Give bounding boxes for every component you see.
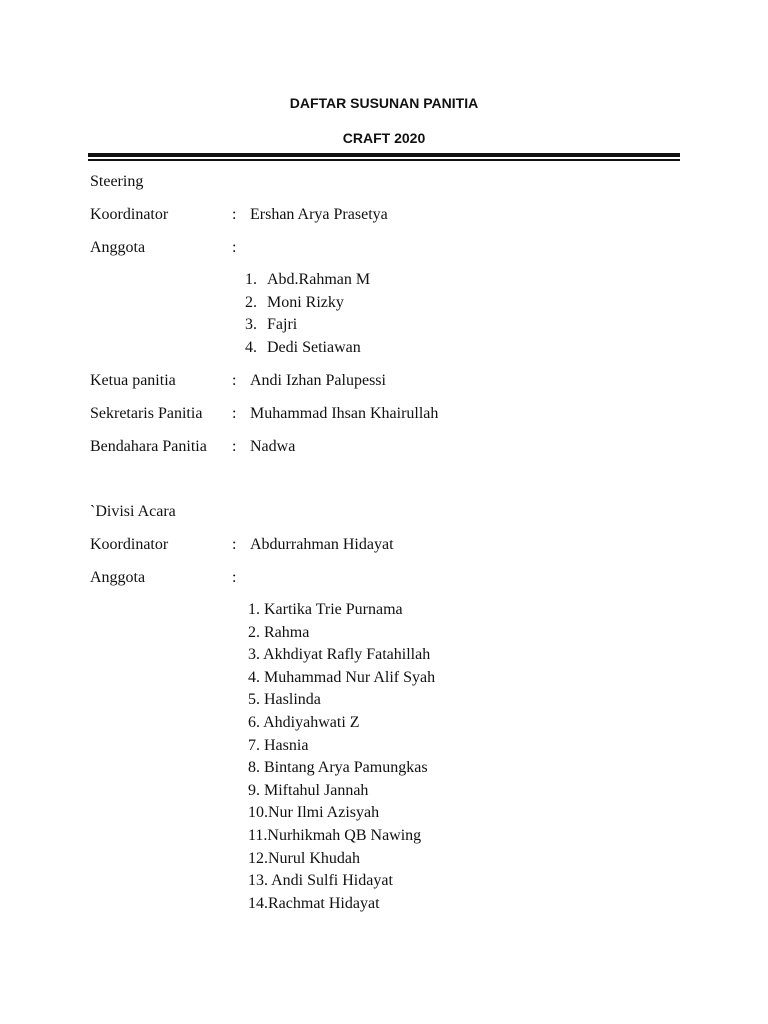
steering-coordinator-colon: : xyxy=(232,206,237,223)
list-item xyxy=(245,316,370,339)
list-item: 6. Ahdiyahwati Z xyxy=(248,713,360,731)
acara-members-label: Anggota xyxy=(90,569,146,586)
list-item: 8. Bintang Arya Pamungkas xyxy=(248,759,428,777)
list-item-name: Abd.Rahman M xyxy=(267,271,371,288)
list-item: 13. Andi Sulfi Hidayat xyxy=(248,872,393,890)
steering-coordinator-value: Ershan Arya Prasetya xyxy=(250,206,388,223)
list-item-name: Dedi Setiawan xyxy=(267,339,361,357)
acara-coordinator-label: Koordinator xyxy=(90,536,169,553)
list-item: 10.Nur Ilmi Azisyah xyxy=(248,804,380,822)
list-item xyxy=(245,271,370,294)
list-item: 4. Muhammad Nur Alif Syah xyxy=(248,668,436,686)
steering-coordinator-label: Koordinator xyxy=(90,206,169,223)
list-item-name: Moni Rizky xyxy=(267,293,344,311)
list-item-name: Fajri xyxy=(267,316,298,334)
steering-members-colon: : xyxy=(232,239,237,256)
list-item-number: 3. xyxy=(245,316,257,334)
steering-members-label: Anggota xyxy=(90,239,146,256)
list-item-number: 4. xyxy=(245,339,257,357)
acara-members-colon: : xyxy=(232,569,237,586)
treasurer-label: Bendahara Panitia xyxy=(90,438,207,455)
acara-members-list xyxy=(248,601,435,917)
list-item-number: 1. xyxy=(245,271,257,288)
header-rule-thin xyxy=(88,159,680,161)
document-subtitle: CRAFT 2020 xyxy=(342,130,426,146)
list-item: 1. Kartika Trie Purnama xyxy=(248,601,403,618)
list-item: 2. Rahma xyxy=(248,623,310,641)
steering-heading: Steering xyxy=(90,173,144,190)
chair-colon: : xyxy=(232,372,237,389)
document-title: DAFTAR SUSUNAN PANITIA xyxy=(289,95,479,111)
chair-value: Andi Izhan Palupessi xyxy=(250,372,386,389)
list-item: 5. Haslinda xyxy=(248,691,321,709)
list-item: 12.Nurul Khudah xyxy=(248,849,360,867)
list-item: 11.Nurhikmah QB Nawing xyxy=(248,826,422,844)
divisi-acara-heading: `Divisi Acara xyxy=(90,503,176,520)
list-item: 7. Hasnia xyxy=(248,736,309,754)
header-rule-thick xyxy=(88,153,680,157)
secretary-label: Sekretaris Panitia xyxy=(90,405,203,422)
list-item xyxy=(245,339,370,362)
acara-coordinator-colon: : xyxy=(232,536,237,553)
secretary-value: Muhammad Ihsan Khairullah xyxy=(250,405,439,422)
treasurer-value: Nadwa xyxy=(250,438,296,455)
steering-members-list xyxy=(245,271,370,362)
list-item: 9. Miftahul Jannah xyxy=(248,781,369,799)
treasurer-colon: : xyxy=(232,438,237,455)
list-item xyxy=(245,294,370,317)
acara-coordinator-value: Abdurrahman Hidayat xyxy=(250,536,394,553)
secretary-colon: : xyxy=(232,405,237,422)
list-item-number: 2. xyxy=(245,293,257,311)
list-item: 14.Rachmat Hidayat xyxy=(248,894,380,912)
list-item: 3. Akhdiyat Rafly Fatahillah xyxy=(248,646,431,664)
chair-label: Ketua panitia xyxy=(90,372,176,389)
